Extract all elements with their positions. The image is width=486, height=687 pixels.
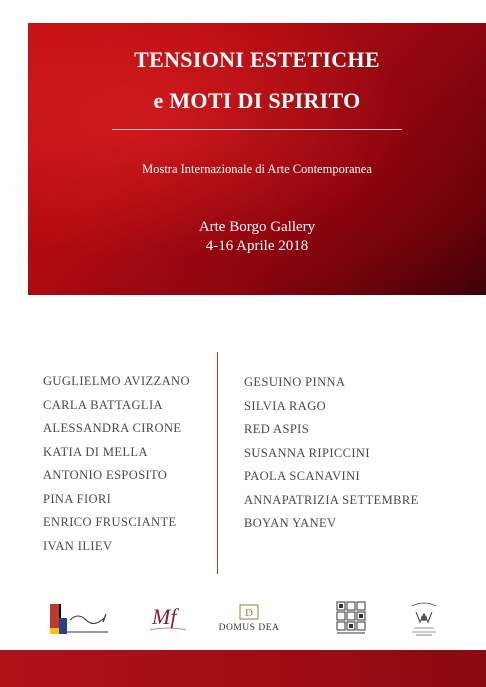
- exhibition-title-line-2: e MOTI DI SPIRITO: [153, 88, 361, 113]
- sponsor-logo-blocks: [48, 602, 110, 636]
- exhibition-title-line-1: TENSIONI ESTETICHE: [134, 47, 380, 72]
- artist-name: ANNAPATRIZIA SETTEMBRE: [244, 492, 419, 507]
- title-rule: [112, 129, 402, 130]
- sponsor-logo-crest: [406, 600, 442, 638]
- artist-name: ALESSANDRA CIRONE: [43, 421, 182, 435]
- artist-list-right: [244, 374, 419, 539]
- artist-name: PINA FIORI: [43, 491, 112, 506]
- sponsor-logo-domus-dea: [214, 604, 284, 633]
- artist-list-left: [43, 373, 190, 561]
- artist-name: SILVIA RAGO: [244, 398, 327, 413]
- column-divider: [217, 352, 218, 574]
- svg-text:Mf: Mf: [152, 604, 177, 629]
- exhibition-subtitle: Mostra Internazionale di Arte Contemporanea: [142, 162, 372, 176]
- sponsor-logo-grid: [334, 600, 368, 636]
- footer-band: [0, 650, 486, 687]
- sponsor-logos: [28, 598, 486, 638]
- sponsor-logo-mf: [146, 600, 190, 636]
- domus-dea-wordmark: DOMUS DEA: [218, 623, 280, 633]
- exhibition-dates: 4-16 Aprile 2018: [205, 238, 309, 254]
- artist-name: SUSANNA RIPICCINI: [244, 445, 370, 460]
- domus-dea-emblem-icon: [239, 604, 259, 620]
- artist-name: CARLA BATTAGLIA: [43, 397, 163, 412]
- gallery-name: Arte Borgo Gallery: [198, 219, 316, 235]
- artist-name: KATIA DI MELLA: [43, 444, 148, 459]
- artist-name: PAOLA SCANAVINI: [244, 469, 361, 483]
- svg-text:D: D: [245, 607, 253, 619]
- artist-name: RED ASPIS: [244, 422, 310, 436]
- artist-name: IVAN ILIEV: [43, 538, 113, 553]
- artist-name: GESUINO PINNA: [244, 375, 346, 389]
- artist-name: ANTONIO ESPOSITO: [43, 468, 168, 482]
- artist-name: ENRICO FRUSCIANTE: [43, 515, 177, 529]
- artist-name: BOYAN YANEV: [244, 516, 337, 530]
- title-banner: [28, 23, 486, 295]
- artist-name: GUGLIELMO AVIZZANO: [43, 374, 190, 388]
